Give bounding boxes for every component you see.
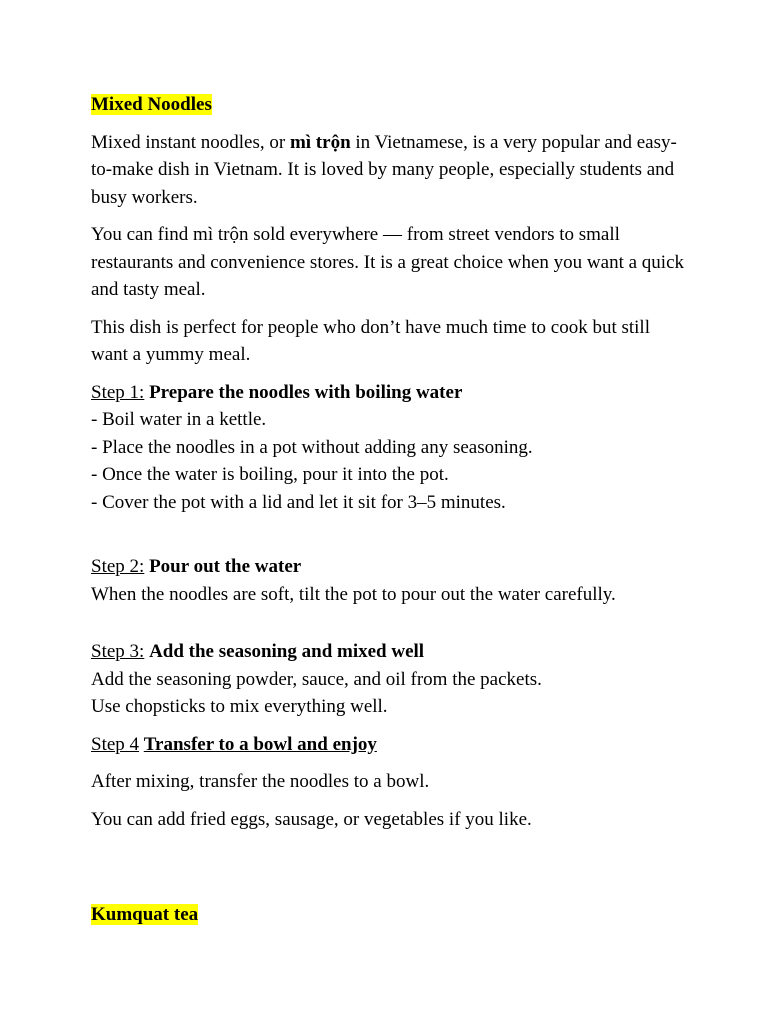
step-label: Step 4 bbox=[91, 733, 140, 755]
step-4-paragraph-2: You can add fried eggs, sausage, or vegetables if you like. bbox=[91, 808, 532, 830]
step-title: Prepare the noodles with boiling water bbox=[149, 381, 463, 403]
step-1-line: - Once the water is boiling, pour it into the pot. bbox=[91, 464, 449, 485]
step-2-line: When the noodles are soft, tilt the pot to pour out the water carefully. bbox=[91, 583, 616, 605]
step-1-line: - Cover the pot with a lid and let it sit for 3–5 minutes. bbox=[91, 491, 506, 513]
heading-mixed-noodles bbox=[91, 91, 691, 119]
step-1-line: - Boil water in a kettle. bbox=[91, 409, 267, 430]
step-1-line: - Place the noodles in a pot without adding any seasoning. bbox=[91, 436, 533, 458]
step-4-paragraph-1: After mixing, transfer the noodles to a bowl. bbox=[91, 771, 430, 792]
intro-text: Mixed instant noodles, or bbox=[91, 131, 290, 153]
heading-kumquat-tea bbox=[91, 901, 691, 929]
intro-paragraph-3: This dish is perfect for people who don’t have much time to cook but still want a yummy meal. bbox=[91, 316, 650, 365]
step-4-heading bbox=[91, 731, 691, 759]
step-2-section bbox=[91, 553, 691, 608]
spacer bbox=[91, 843, 691, 897]
intro-text: in Vietnamese, is a very popular and easy-to-make dish in Vietnam. It is loved by many people, especially students and busy workers. bbox=[91, 131, 677, 208]
step-title: Pour out the water bbox=[149, 556, 302, 577]
step-label: Step 1: bbox=[91, 381, 145, 403]
step-1-section bbox=[91, 379, 691, 517]
document-page bbox=[91, 91, 691, 939]
spacer bbox=[91, 608, 691, 635]
step-label: Step 3: bbox=[91, 641, 145, 662]
intro-paragraph-1 bbox=[91, 129, 691, 212]
step-3-heading bbox=[91, 638, 691, 666]
step-3-line: Add the seasoning powder, sauce, and oil from the packets. bbox=[91, 668, 542, 690]
step-1-heading bbox=[91, 379, 691, 407]
intro-bold-term: mì trộn bbox=[289, 131, 351, 153]
heading-text: Kumquat tea bbox=[91, 904, 199, 925]
heading-text: Mixed Noodles bbox=[91, 94, 212, 115]
intro-paragraph-2: You can find mì trộn sold everywhere — from street vendors to small restaurants and convenience stores. It is a great choice when you want a quick and tasty meal. bbox=[91, 224, 684, 300]
step-3-section bbox=[91, 638, 691, 721]
step-title: Add the seasoning and mixed well bbox=[149, 641, 425, 662]
step-title: Transfer to a bowl and enjoy bbox=[143, 733, 377, 755]
step-3-line: Use chopsticks to mix everything well. bbox=[91, 696, 388, 717]
spacer bbox=[91, 516, 691, 543]
step-2-heading bbox=[91, 553, 691, 581]
step-label: Step 2: bbox=[91, 556, 145, 577]
